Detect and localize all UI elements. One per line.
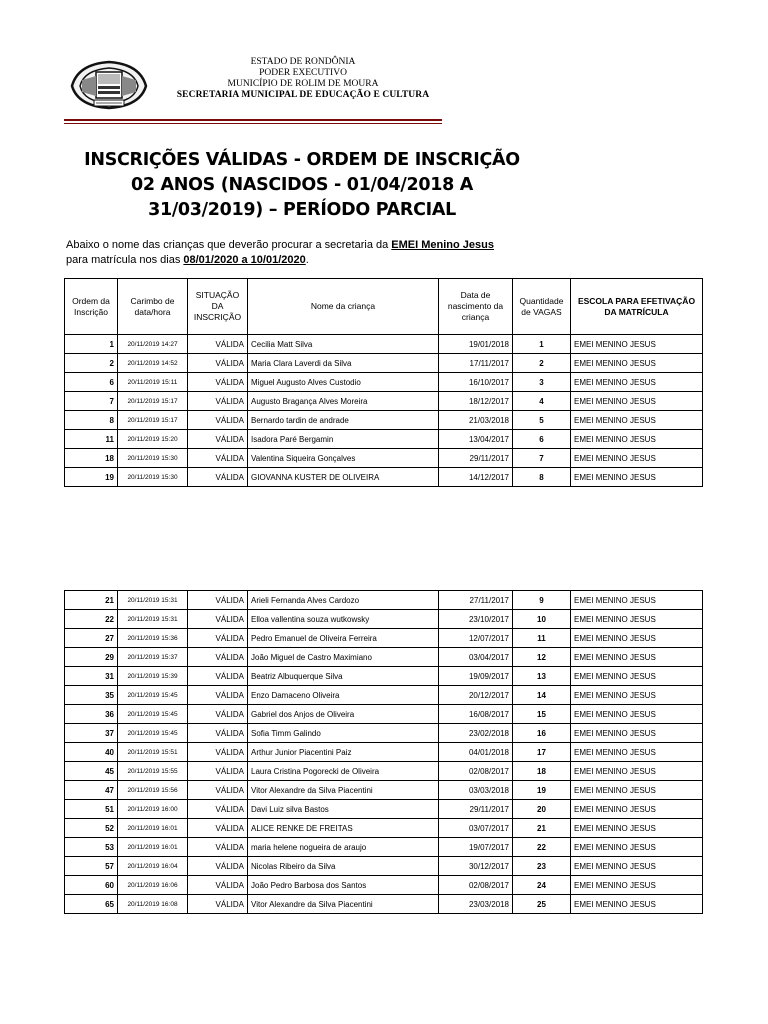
order-cell: 65 (65, 895, 118, 914)
timestamp-cell: 20/11/2019 15:31 (118, 591, 188, 610)
child-name-cell: Enzo Damaceno Oliveira (248, 686, 439, 705)
school-cell: EMEI MENINO JESUS (571, 876, 703, 895)
child-name-cell: João Pedro Barbosa dos Santos (248, 876, 439, 895)
order-cell: 11 (65, 430, 118, 449)
status-cell: VÁLIDA (188, 819, 248, 838)
status-cell: VÁLIDA (188, 610, 248, 629)
order-cell: 19 (65, 468, 118, 487)
birthdate-cell: 03/07/2017 (439, 819, 513, 838)
status-cell: VÁLIDA (188, 762, 248, 781)
col-header-vacancies: Quantidade de VAGAS (513, 279, 571, 335)
child-name-cell: Valentina Siqueira Gonçalves (248, 449, 439, 468)
child-name-cell: Cecilia Matt Silva (248, 335, 439, 354)
vacancy-cell: 18 (513, 762, 571, 781)
timestamp-cell: 20/11/2019 14:52 (118, 354, 188, 373)
order-cell: 7 (65, 392, 118, 411)
table-header-row (65, 279, 703, 335)
status-cell: VÁLIDA (188, 743, 248, 762)
birthdate-cell: 19/01/2018 (439, 335, 513, 354)
birthdate-cell: 13/04/2017 (439, 430, 513, 449)
timestamp-cell: 20/11/2019 16:00 (118, 800, 188, 819)
school-cell: EMEI MENINO JESUS (571, 762, 703, 781)
school-cell: EMEI MENINO JESUS (571, 705, 703, 724)
birthdate-cell: 02/08/2017 (439, 876, 513, 895)
table-row (65, 819, 703, 838)
school-cell: EMEI MENINO JESUS (571, 800, 703, 819)
letterhead-line: PODER EXECUTIVO (259, 68, 347, 78)
order-cell: 2 (65, 354, 118, 373)
timestamp-cell: 20/11/2019 15:17 (118, 411, 188, 430)
vacancy-cell: 22 (513, 838, 571, 857)
table-row (65, 468, 703, 487)
status-cell: VÁLIDA (188, 667, 248, 686)
birthdate-cell: 04/01/2018 (439, 743, 513, 762)
vacancy-cell: 11 (513, 629, 571, 648)
table-row (65, 762, 703, 781)
vacancy-cell: 10 (513, 610, 571, 629)
table-row (65, 705, 703, 724)
table-row (65, 392, 703, 411)
vacancy-cell: 20 (513, 800, 571, 819)
table-row (65, 610, 703, 629)
child-name-cell: maria helene nogueira de araujo (248, 838, 439, 857)
timestamp-cell: 20/11/2019 15:11 (118, 373, 188, 392)
school-cell: EMEI MENINO JESUS (571, 629, 703, 648)
child-name-cell: Miguel Augusto Alves Custodio (248, 373, 439, 392)
child-name-cell: Pedro Emanuel de Oliveira Ferreira (248, 629, 439, 648)
timestamp-cell: 20/11/2019 15:20 (118, 430, 188, 449)
timestamp-cell: 20/11/2019 15:30 (118, 449, 188, 468)
school-cell: EMEI MENINO JESUS (571, 743, 703, 762)
timestamp-cell: 20/11/2019 14:27 (118, 335, 188, 354)
order-cell: 53 (65, 838, 118, 857)
enrollment-table-2 (64, 590, 703, 914)
intro-paragraph: Abaixo o nome das crianças que deverão procurar a secretaria da EMEI Menino Jesus para matrícula nos dias 08/01/2020 a 10/01/2020. (66, 239, 494, 266)
letterhead-rule (64, 119, 442, 121)
status-cell: VÁLIDA (188, 449, 248, 468)
birthdate-cell: 16/10/2017 (439, 373, 513, 392)
child-name-cell: João Miguel de Castro Maximiano (248, 648, 439, 667)
table-row (65, 648, 703, 667)
vacancy-cell: 24 (513, 876, 571, 895)
birthdate-cell: 03/04/2017 (439, 648, 513, 667)
timestamp-cell: 20/11/2019 15:36 (118, 629, 188, 648)
status-cell: VÁLIDA (188, 430, 248, 449)
order-cell: 37 (65, 724, 118, 743)
vacancy-cell: 5 (513, 411, 571, 430)
status-cell: VÁLIDA (188, 591, 248, 610)
letterhead-rule-thin (64, 123, 442, 124)
status-cell: VÁLIDA (188, 354, 248, 373)
child-name-cell: Maria Clara Laverdi da Silva (248, 354, 439, 373)
child-name-cell: Vitor Alexandre da Silva Piacentini (248, 781, 439, 800)
table-row (65, 857, 703, 876)
order-cell: 1 (65, 335, 118, 354)
timestamp-cell: 20/11/2019 15:45 (118, 705, 188, 724)
child-name-cell: Arthur Junior Piacentini Paiz (248, 743, 439, 762)
table-row (65, 667, 703, 686)
order-cell: 36 (65, 705, 118, 724)
vacancy-cell: 9 (513, 591, 571, 610)
col-header-school: ESCOLA PARA EFETIVAÇÃO DA MATRÍCULA (571, 279, 703, 335)
status-cell: VÁLIDA (188, 876, 248, 895)
vacancy-cell: 16 (513, 724, 571, 743)
order-cell: 45 (65, 762, 118, 781)
birthdate-cell: 14/12/2017 (439, 468, 513, 487)
vacancy-cell: 2 (513, 354, 571, 373)
status-cell: VÁLIDA (188, 648, 248, 667)
col-header-birthdate: Data de nascimento da criança (439, 279, 513, 335)
vacancy-cell: 25 (513, 895, 571, 914)
table-row (65, 373, 703, 392)
order-cell: 52 (65, 819, 118, 838)
status-cell: VÁLIDA (188, 629, 248, 648)
school-cell: EMEI MENINO JESUS (571, 354, 703, 373)
school-cell: EMEI MENINO JESUS (571, 373, 703, 392)
school-cell: EMEI MENINO JESUS (571, 857, 703, 876)
vacancy-cell: 23 (513, 857, 571, 876)
birthdate-cell: 12/07/2017 (439, 629, 513, 648)
birthdate-cell: 23/03/2018 (439, 895, 513, 914)
child-name-cell: Vitor Alexandre da Silva Piacentini (248, 895, 439, 914)
status-cell: VÁLIDA (188, 895, 248, 914)
birthdate-cell: 03/03/2018 (439, 781, 513, 800)
status-cell: VÁLIDA (188, 373, 248, 392)
vacancy-cell: 12 (513, 648, 571, 667)
birthdate-cell: 19/09/2017 (439, 667, 513, 686)
col-header-order: Ordem da Inscrição (65, 279, 118, 335)
status-cell: VÁLIDA (188, 857, 248, 876)
order-cell: 35 (65, 686, 118, 705)
timestamp-cell: 20/11/2019 16:08 (118, 895, 188, 914)
birthdate-cell: 20/12/2017 (439, 686, 513, 705)
birthdate-cell: 23/10/2017 (439, 610, 513, 629)
timestamp-cell: 20/11/2019 15:17 (118, 392, 188, 411)
school-cell: EMEI MENINO JESUS (571, 667, 703, 686)
order-cell: 47 (65, 781, 118, 800)
vacancy-cell: 3 (513, 373, 571, 392)
vacancy-cell: 13 (513, 667, 571, 686)
vacancy-cell: 14 (513, 686, 571, 705)
status-cell: VÁLIDA (188, 705, 248, 724)
child-name-cell: Beatriz Albuquerque Silva (248, 667, 439, 686)
status-cell: VÁLIDA (188, 781, 248, 800)
status-cell: VÁLIDA (188, 838, 248, 857)
order-cell: 18 (65, 449, 118, 468)
timestamp-cell: 20/11/2019 15:37 (118, 648, 188, 667)
status-cell: VÁLIDA (188, 392, 248, 411)
school-cell: EMEI MENINO JESUS (571, 895, 703, 914)
timestamp-cell: 20/11/2019 16:04 (118, 857, 188, 876)
timestamp-cell: 20/11/2019 15:55 (118, 762, 188, 781)
child-name-cell: Arieli Fernanda Alves Cardozo (248, 591, 439, 610)
school-cell: EMEI MENINO JESUS (571, 724, 703, 743)
letterhead-line: MUNICÍPIO DE ROLIM DE MOURA (227, 79, 379, 89)
status-cell: VÁLIDA (188, 686, 248, 705)
table-row (65, 743, 703, 762)
birthdate-cell: 30/12/2017 (439, 857, 513, 876)
child-name-cell: Sofia Timm Galindo (248, 724, 439, 743)
school-cell: EMEI MENINO JESUS (571, 468, 703, 487)
order-cell: 29 (65, 648, 118, 667)
school-cell: EMEI MENINO JESUS (571, 411, 703, 430)
table-row (65, 895, 703, 914)
child-name-cell: Laura Cristina Pogorecki de Oliveira (248, 762, 439, 781)
school-cell: EMEI MENINO JESUS (571, 610, 703, 629)
order-cell: 60 (65, 876, 118, 895)
order-cell: 27 (65, 629, 118, 648)
order-cell: 8 (65, 411, 118, 430)
municipal-coat-of-arms-icon (68, 56, 150, 112)
table-row (65, 354, 703, 373)
order-cell: 6 (65, 373, 118, 392)
table-row (65, 430, 703, 449)
birthdate-cell: 19/07/2017 (439, 838, 513, 857)
timestamp-cell: 20/11/2019 16:06 (118, 876, 188, 895)
vacancy-cell: 6 (513, 430, 571, 449)
order-cell: 21 (65, 591, 118, 610)
enrollment-table-1 (64, 278, 703, 487)
status-cell: VÁLIDA (188, 335, 248, 354)
school-cell: EMEI MENINO JESUS (571, 430, 703, 449)
school-cell: EMEI MENINO JESUS (571, 838, 703, 857)
intro-dates: 08/01/2020 a 10/01/2020 (183, 254, 306, 266)
school-cell: EMEI MENINO JESUS (571, 648, 703, 667)
intro-school: EMEI Menino Jesus (391, 239, 494, 251)
school-cell: EMEI MENINO JESUS (571, 781, 703, 800)
child-name-cell: Davi Luiz silva Bastos (248, 800, 439, 819)
birthdate-cell: 21/03/2018 (439, 411, 513, 430)
vacancy-cell: 15 (513, 705, 571, 724)
order-cell: 22 (65, 610, 118, 629)
col-header-timestamp: Carimbo de data/hora (118, 279, 188, 335)
child-name-cell: GIOVANNA KUSTER DE OLIVEIRA (248, 468, 439, 487)
timestamp-cell: 20/11/2019 15:31 (118, 610, 188, 629)
school-cell: EMEI MENINO JESUS (571, 335, 703, 354)
table-row (65, 591, 703, 610)
table-row (65, 876, 703, 895)
child-name-cell: Elloa vallentina souza wutkowsky (248, 610, 439, 629)
school-cell: EMEI MENINO JESUS (571, 819, 703, 838)
vacancy-cell: 17 (513, 743, 571, 762)
timestamp-cell: 20/11/2019 15:45 (118, 686, 188, 705)
birthdate-cell: 29/11/2017 (439, 800, 513, 819)
table-row (65, 449, 703, 468)
timestamp-cell: 20/11/2019 15:51 (118, 743, 188, 762)
child-name-cell: ALICE RENKE DE FREITAS (248, 819, 439, 838)
page-title: INSCRIÇÕES VÁLIDAS - ORDEM DE INSCRIÇÃO 02 ANOS (NASCIDOS - 01/04/2018 A 31/03/2019) – PERÍODO PARCIAL (84, 150, 520, 220)
birthdate-cell: 27/11/2017 (439, 591, 513, 610)
table-row (65, 335, 703, 354)
order-cell: 51 (65, 800, 118, 819)
status-cell: VÁLIDA (188, 411, 248, 430)
letterhead-department: SECRETARIA MUNICIPAL DE EDUCAÇÃO E CULTURA (176, 90, 430, 100)
birthdate-cell: 16/08/2017 (439, 705, 513, 724)
table-row (65, 800, 703, 819)
timestamp-cell: 20/11/2019 15:45 (118, 724, 188, 743)
timestamp-cell: 20/11/2019 15:39 (118, 667, 188, 686)
vacancy-cell: 19 (513, 781, 571, 800)
child-name-cell: Bernardo tardin de andrade (248, 411, 439, 430)
order-cell: 40 (65, 743, 118, 762)
letterhead-line: ESTADO DE RONDÔNIA (250, 57, 356, 67)
status-cell: VÁLIDA (188, 468, 248, 487)
order-cell: 57 (65, 857, 118, 876)
child-name-cell: Nicolas Ribeiro da Silva (248, 857, 439, 876)
vacancy-cell: 8 (513, 468, 571, 487)
table-row (65, 838, 703, 857)
timestamp-cell: 20/11/2019 15:30 (118, 468, 188, 487)
timestamp-cell: 20/11/2019 15:56 (118, 781, 188, 800)
timestamp-cell: 20/11/2019 16:01 (118, 819, 188, 838)
school-cell: EMEI MENINO JESUS (571, 591, 703, 610)
col-header-status: SITUAÇÃO DA INSCRIÇÃO (188, 279, 248, 335)
vacancy-cell: 4 (513, 392, 571, 411)
birthdate-cell: 29/11/2017 (439, 449, 513, 468)
status-cell: VÁLIDA (188, 800, 248, 819)
table-row (65, 724, 703, 743)
vacancy-cell: 7 (513, 449, 571, 468)
table-row (65, 629, 703, 648)
timestamp-cell: 20/11/2019 16:01 (118, 838, 188, 857)
col-header-child-name: Nome da criança (248, 279, 439, 335)
vacancy-cell: 21 (513, 819, 571, 838)
school-cell: EMEI MENINO JESUS (571, 686, 703, 705)
birthdate-cell: 23/02/2018 (439, 724, 513, 743)
school-cell: EMEI MENINO JESUS (571, 392, 703, 411)
status-cell: VÁLIDA (188, 724, 248, 743)
order-cell: 31 (65, 667, 118, 686)
table-row (65, 411, 703, 430)
child-name-cell: Augusto Bragança Alves Moreira (248, 392, 439, 411)
vacancy-cell: 1 (513, 335, 571, 354)
child-name-cell: Isadora Paré Bergamin (248, 430, 439, 449)
birthdate-cell: 02/08/2017 (439, 762, 513, 781)
birthdate-cell: 18/12/2017 (439, 392, 513, 411)
letterhead (160, 57, 446, 101)
birthdate-cell: 17/11/2017 (439, 354, 513, 373)
table-row (65, 686, 703, 705)
table-row (65, 781, 703, 800)
child-name-cell: Gabriel dos Anjos de Oliveira (248, 705, 439, 724)
school-cell: EMEI MENINO JESUS (571, 449, 703, 468)
